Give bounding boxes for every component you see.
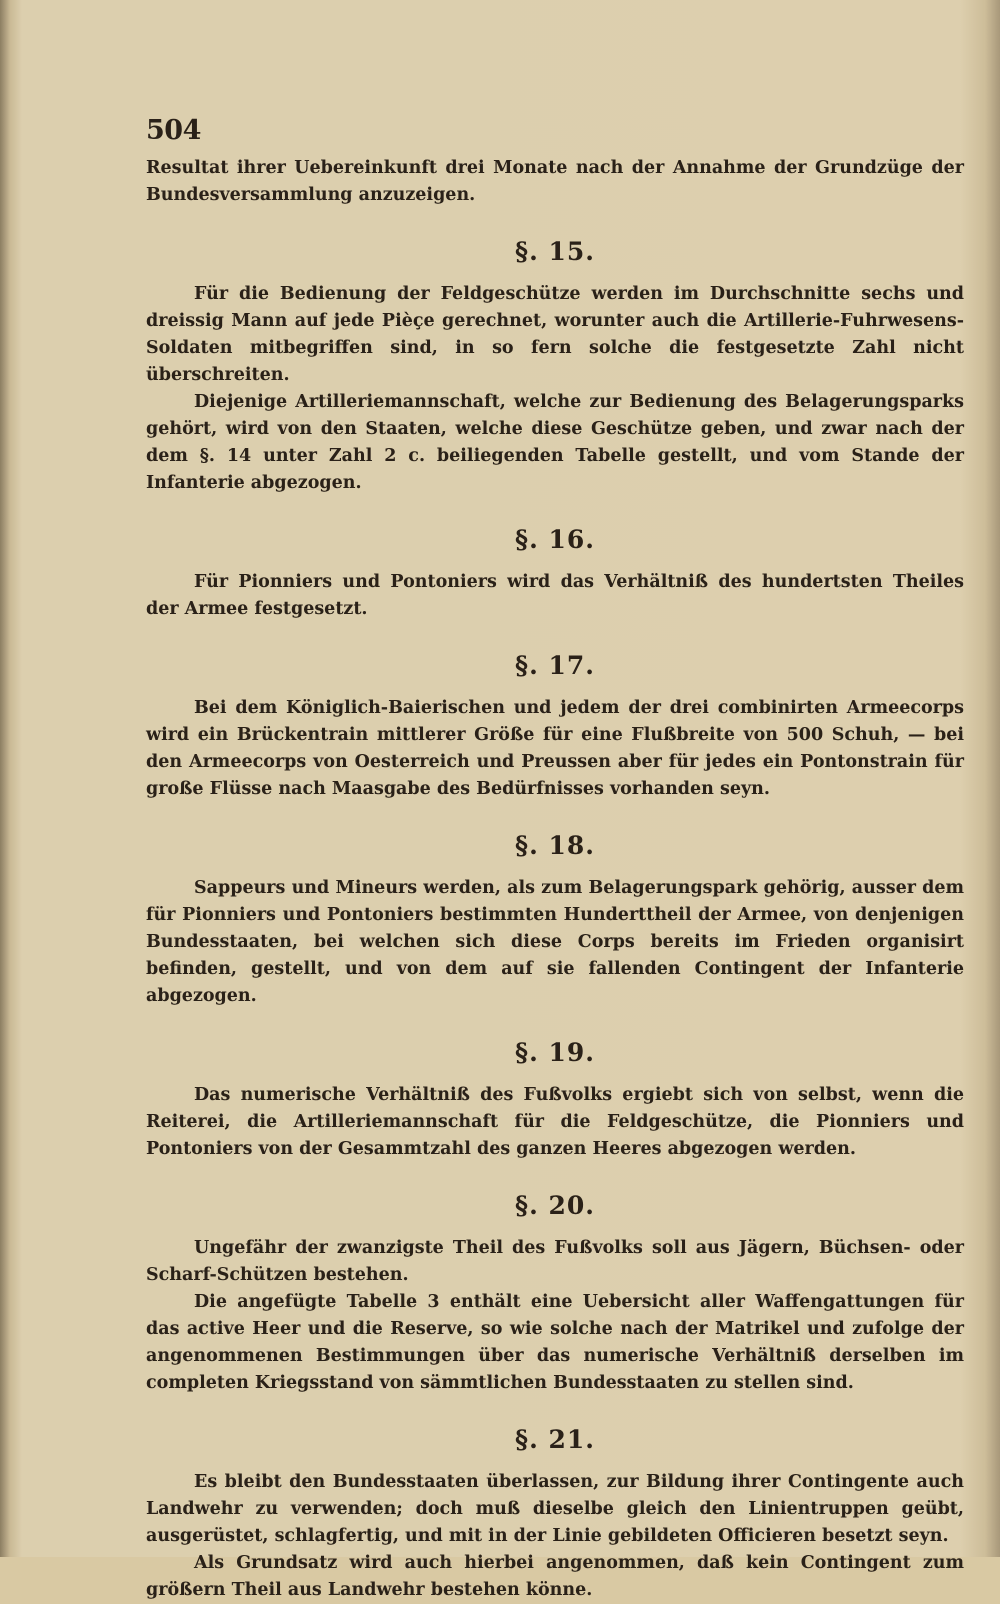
section-heading: §. 20. — [515, 1191, 595, 1220]
paragraph: Das numerische Verhältniß des Fußvolks ergiebt sich von selbst, wenn die Reiterei, die Artilleriemannschaft für die Feldgeschütze, die Pionniers und Pontoniers von der Gesammtzahl des ganzen Heeres abgezogen werden. — [146, 1085, 964, 1159]
section-heading: §. 18. — [515, 831, 595, 860]
page-text — [146, 115, 964, 1604]
paragraph: Ungefähr der zwanzigste Theil des Fußvolks soll aus Jägern, Büchsen- oder Scharf-Schützen bestehen. — [146, 1238, 964, 1285]
paragraph: Diejenige Artilleriemannschaft, welche zur Bedienung des Belagerungsparks gehört, wird von den Staaten, welche diese Geschütze geben, und zwar nach der dem §. 14 unter Zahl 2 c. beiliegenden Tabelle gestellt, und vom Stande der Infanterie abgezogen. — [146, 392, 964, 493]
section-heading: §. 15. — [515, 237, 595, 266]
paragraph: Sappeurs und Mineurs werden, als zum Belagerungspark gehörig, ausser dem für Pionniers und Pontoniers bestimmten Hunderttheil der Armee, von denjenigen Bundesstaaten, bei welchen sich diese Corps bereits im Frieden organisirt befinden, gestellt, und von dem auf sie fallenden Contingent der Infanterie abgezogen. — [146, 878, 964, 1006]
paragraph: Die angefügte Tabelle 3 enthält eine Uebersicht aller Waffengattungen für das active Heer und die Reserve, so wie solche nach der Matrikel und zufolge der angenommenen Bestimmungen über das numerische Verhältniß derselben im completen Kriegsstand von sämmtlichen Bundesstaaten zu stellen sind. — [146, 1292, 964, 1393]
paragraph: Als Grundsatz wird auch hierbei angenommen, daß kein Contingent zum größern Theil aus Landwehr bestehen könne. — [146, 1553, 964, 1600]
section-heading: §. 16. — [515, 525, 595, 554]
paragraph: Resultat ihrer Uebereinkunft drei Monate nach der Annahme der Grundzüge der Bundesversammlung anzuzeigen. — [146, 158, 964, 205]
section-heading: §. 19. — [515, 1038, 595, 1067]
section-heading: §. 17. — [515, 651, 595, 680]
text-blocks — [146, 155, 964, 1604]
paragraph: Es bleibt den Bundesstaaten überlassen, zur Bildung ihrer Contingente auch Landwehr zu verwenden; doch muß dieselbe gleich den Linientruppen geübt, ausgerüstet, schlagfertig, und mit in der Linie gebildeten Officieren besetzt seyn. — [146, 1472, 964, 1546]
paragraph: Bei dem Königlich-Baierischen und jedem der drei combinirten Armeecorps wird ein Brückentrain mittlerer Größe für eine Flußbreite von 500 Schuh, — bei den Armeecorps von Oesterreich und Preussen aber für jedes ein Pontonstrain für große Flüsse nach Maasgabe des Bedürfnisses vorhanden seyn. — [146, 698, 964, 799]
paragraph: Für die Bedienung der Feldgeschütze werden im Durchschnitte sechs und dreissig Mann auf jede Pièçe gerechnet, worunter auch die Artillerie-Fuhrwesens-Soldaten mitbegriffen sind, in so fern solche die festgesetzte Zahl nicht überschreiten. — [146, 284, 964, 385]
page-number: 504 — [146, 115, 201, 146]
section-heading: §. 21. — [515, 1425, 595, 1454]
paragraph: Für Pionniers und Pontoniers wird das Verhältniß des hundertsten Theiles der Armee festgesetzt. — [146, 572, 964, 619]
